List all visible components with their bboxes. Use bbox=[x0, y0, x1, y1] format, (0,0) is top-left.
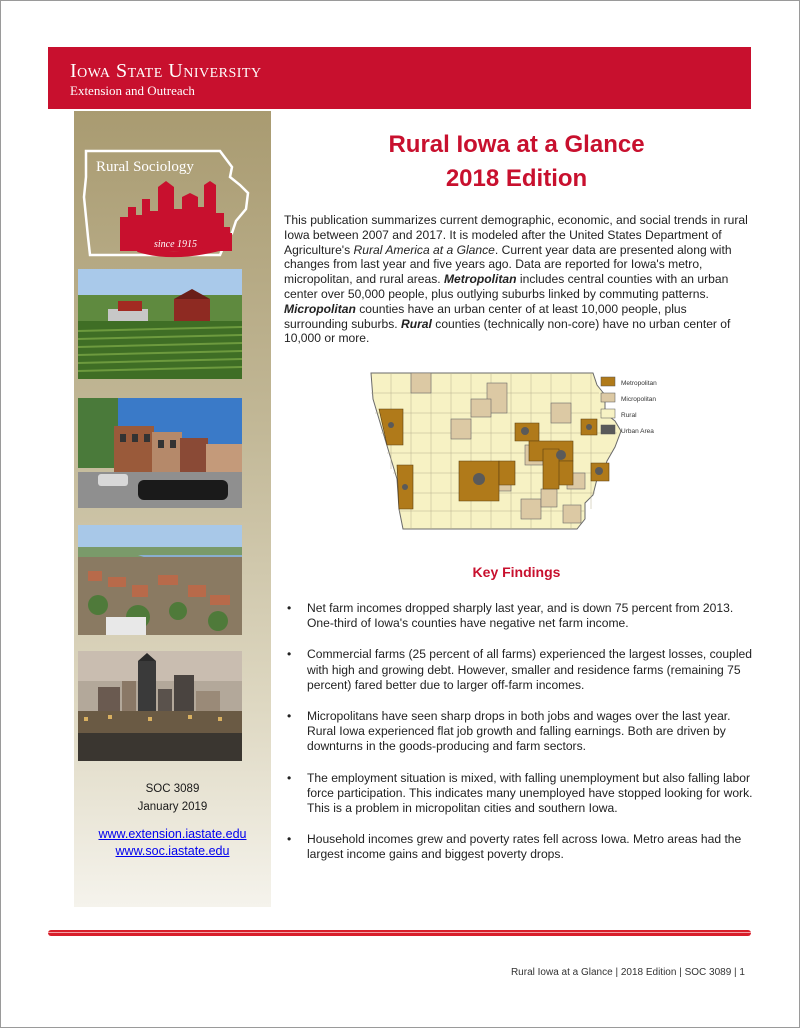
intro-publication-title: Rural America at a Glance bbox=[353, 242, 495, 257]
logo-since-text: since 1915 bbox=[154, 239, 198, 250]
sidebar bbox=[74, 111, 271, 907]
key-findings-title: Key Findings bbox=[472, 564, 561, 580]
list-item bbox=[287, 647, 755, 693]
finding-text: Net farm incomes dropped sharply last year, and is down 75 percent from 2013. One-third of Iowa's counties have negative net farm income. bbox=[307, 601, 734, 631]
main-street-photo bbox=[78, 398, 242, 508]
map-legend bbox=[601, 377, 657, 435]
intro-text-1: This publication summarizes current demographic, economic, and social trends in rural Iowa between 2007 and 2017. It is modeled after the United States Department of Agriculture's bbox=[284, 213, 748, 257]
bullet-icon: • bbox=[287, 832, 292, 847]
header-banner bbox=[48, 47, 751, 109]
bullet-icon: • bbox=[287, 647, 292, 662]
city-skyline-photo bbox=[78, 651, 242, 761]
micro-definition: counties have an urban center of at least 10,000 people, plus surrounding suburbs. bbox=[284, 301, 687, 331]
legend-urban-area: Urban Area bbox=[621, 428, 654, 435]
bullet-icon: • bbox=[287, 709, 292, 724]
unit-name: Extension and Outreach bbox=[70, 83, 195, 98]
footer-divider bbox=[48, 930, 751, 936]
university-name: Iowa State University bbox=[70, 60, 262, 82]
doc-date: January 2019 bbox=[137, 801, 208, 813]
finding-text: Commercial farms (25 percent of all farms) experienced the largest losses, coupled with high and growing debt. However, smaller and residence farms (remaining 75 percent) fared better due to larger off-farm incomes. bbox=[307, 647, 752, 692]
doc-number: SOC 3089 bbox=[145, 783, 200, 795]
extension-link[interactable]: www.extension.iastate.edu bbox=[98, 827, 247, 841]
rural-sociology-logo bbox=[80, 137, 266, 259]
iowa-county-map bbox=[367, 369, 667, 539]
metro-definition: includes central counties with an urban center over 50,000 people, plus outlying suburbs linked by commuting patterns. bbox=[284, 272, 729, 301]
list-item bbox=[287, 601, 755, 631]
bullet-icon: • bbox=[287, 601, 292, 615]
page-title: Rural Iowa at a Glance bbox=[388, 131, 645, 158]
finding-text: The employment situation is mixed, with falling unemployment but also falling labor force participation. This indicates many unemployed have stopped looking for work. This is a problem in micropolitan cities and southern Iowa. bbox=[307, 770, 753, 816]
footer-divider-highlight bbox=[48, 932, 751, 933]
key-findings-list bbox=[287, 601, 755, 879]
list-item bbox=[287, 709, 755, 755]
soc-link[interactable]: www.soc.iastate.edu bbox=[115, 844, 230, 858]
page-footer: Rural Iowa at a Glance | 2018 Edition | SOC 3089 | 1 bbox=[510, 967, 745, 978]
rural-term: Rural bbox=[400, 316, 432, 331]
list-item bbox=[287, 771, 755, 817]
micro-term: Micropolitan bbox=[284, 301, 356, 316]
legend-metropolitan: Metropolitan bbox=[621, 380, 657, 387]
logo-title-text: Rural Sociology bbox=[96, 159, 194, 175]
list-item bbox=[287, 832, 755, 862]
farm-photo bbox=[78, 269, 242, 379]
intro-paragraph bbox=[284, 213, 752, 346]
bullet-icon: • bbox=[287, 770, 292, 785]
rural-definition: counties (technically non-core) have no urban center of 10,000 or more. bbox=[284, 316, 731, 346]
river-town-photo bbox=[78, 525, 242, 635]
legend-rural: Rural bbox=[621, 412, 637, 419]
finding-text: Micropolitans have seen sharp drops in both jobs and wages over the last year. Rural Iowa experienced flat job growth and falling earnings. Both are driven by downturns in the goods-producing and farm sectors. bbox=[307, 709, 731, 754]
legend-micropolitan: Micropolitan bbox=[621, 396, 657, 403]
finding-text: Household incomes grew and poverty rates fell across Iowa. Metro areas had the largest income gains and biggest poverty drops. bbox=[307, 832, 742, 862]
page-subtitle: 2018 Edition bbox=[445, 165, 588, 192]
intro-text-2: . Current year data are presented along with changes from last year and five years ago. Data are reported for Iowa's metro, micropolitan, and rural areas. bbox=[284, 242, 732, 287]
metro-term: Metropolitan bbox=[443, 272, 517, 287]
